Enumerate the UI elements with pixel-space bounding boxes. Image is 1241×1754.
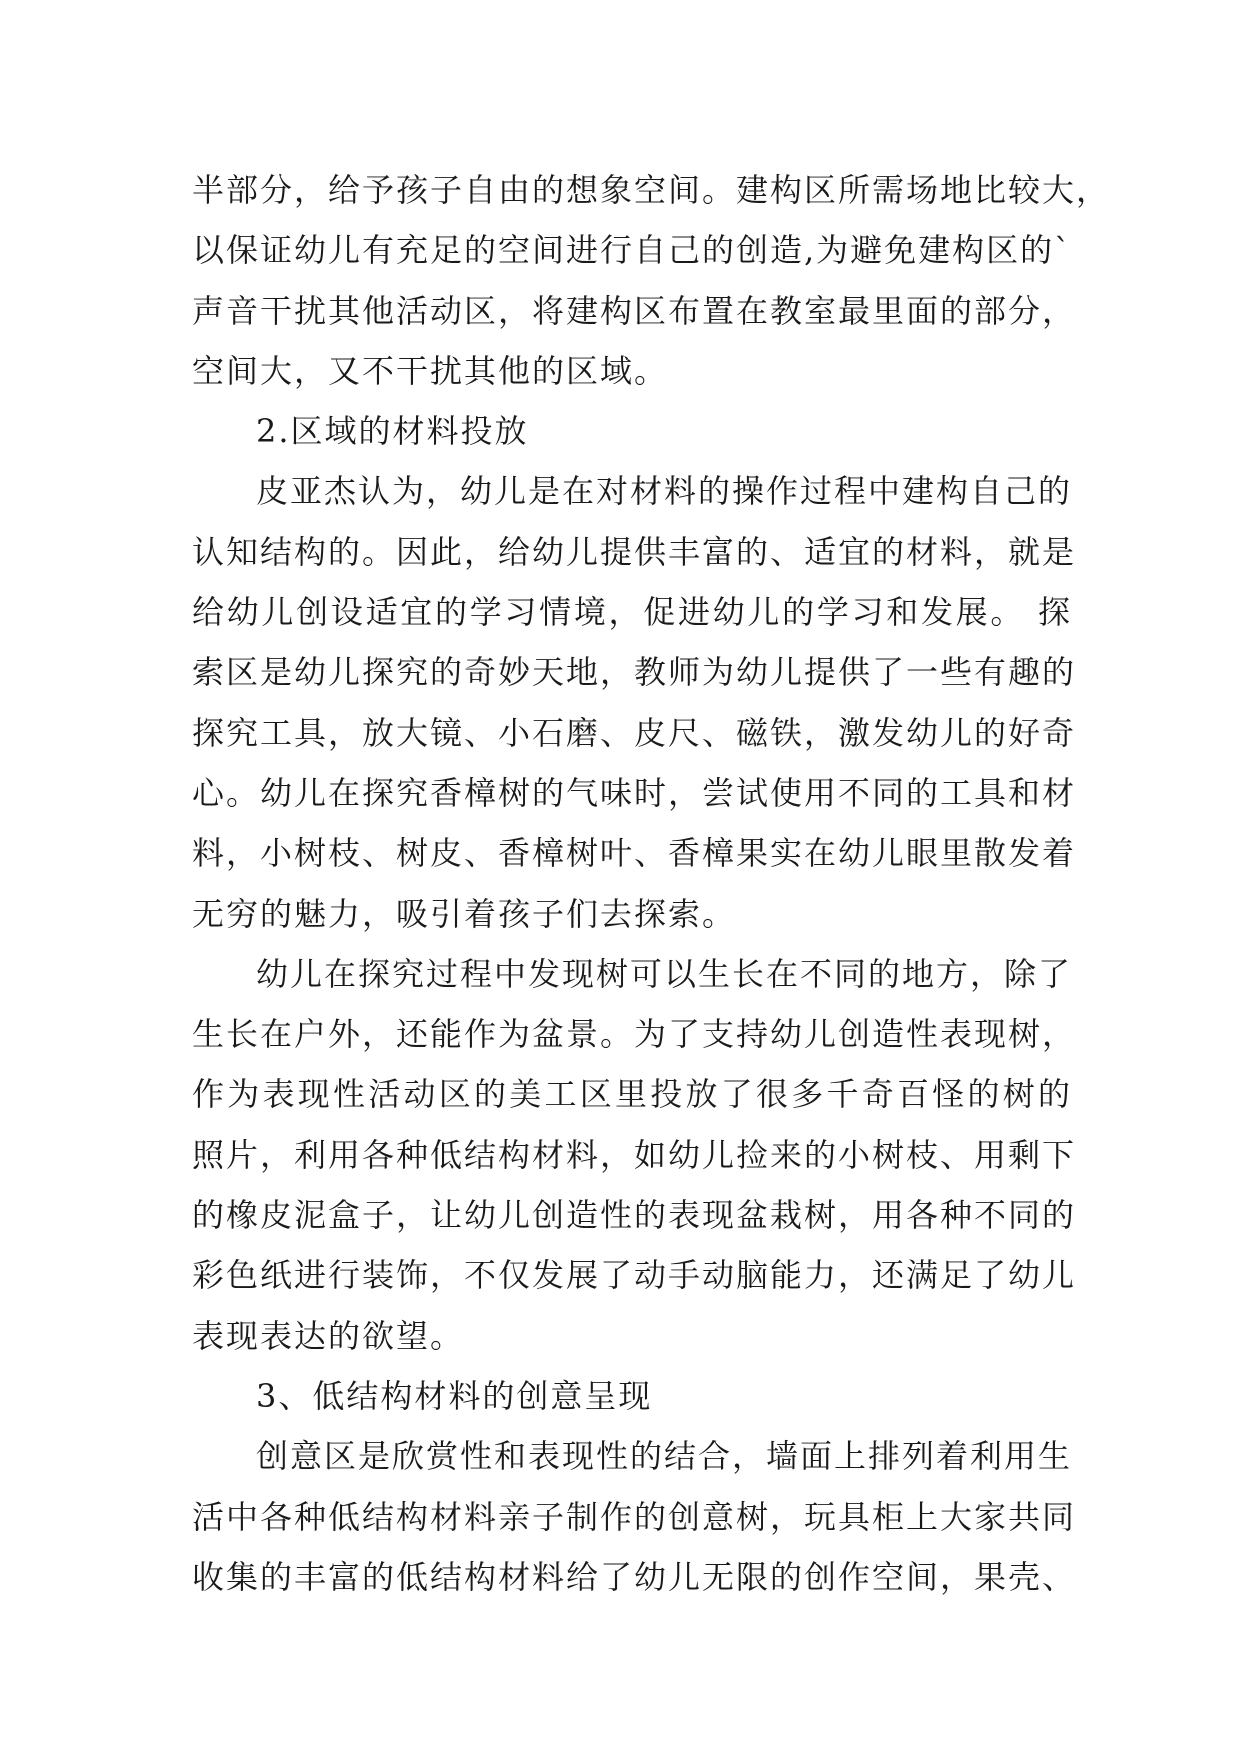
text-line: 活中各种低结构材料亲子制作的创意树，玩具柜上大家共同 <box>192 1497 1077 1536</box>
text-line: 给幼儿创设适宜的学习情境，促进幼儿的学习和发展。 探 <box>192 593 1072 632</box>
text-line: 心。幼儿在探究香樟树的气味时，尝试使用不同的工具和材 <box>192 773 1077 812</box>
text-line: 料，小树枝、树皮、香樟树叶、香樟果实在幼儿眼里散发着 <box>192 834 1077 873</box>
text-line: 无穷的魅力，吸引着孩子们去探索。 <box>192 894 737 933</box>
text-line: 半部分，给予孩子自由的想象空间。建构区所需场地比较大， <box>192 171 1111 209</box>
text-line: 认知结构的。因此，给幼儿提供丰富的、适宜的材料，就是 <box>192 532 1077 571</box>
document-body <box>192 160 1111 1607</box>
text-line: 作为表现性活动区的美工区里投放了很多千奇百怪的树的 <box>192 1075 1072 1114</box>
text-line: 幼儿在探究过程中发现树可以生长在不同的地方，除了 <box>256 954 1073 993</box>
text-line: 收集的丰富的低结构材料给了幼儿无限的创作空间，果壳、 <box>192 1557 1077 1596</box>
text-line: 彩色纸进行装饰，不仅发展了动手动脑能力，还满足了幼儿 <box>192 1256 1077 1295</box>
text-line: 2.区域的材料投放 <box>256 412 529 451</box>
text-line: 3、低结构材料的创意呈现 <box>256 1376 653 1415</box>
text-line: 探究工具，放大镜、小石磨、皮尺、磁铁，激发幼儿的好奇 <box>192 713 1077 752</box>
text-line: 索区是幼儿探究的奇妙天地，教师为幼儿提供了一些有趣的 <box>192 653 1077 692</box>
text-line: 生长在户外，还能作为盆景。为了支持幼儿创造性表现树， <box>192 1015 1077 1054</box>
text-line: 照片，利用各种低结构材料，如幼儿捡来的小树枝、用剩下 <box>192 1135 1077 1174</box>
text-line: 以保证幼儿有充足的空间进行自己的创造,为避免建构区的` <box>192 231 1073 270</box>
text-line: 创意区是欣赏性和表现性的结合，墙面上排列着利用生 <box>256 1437 1073 1476</box>
text-line: 表现表达的欲望。 <box>192 1316 465 1355</box>
text-line: 皮亚杰认为，幼儿是在对材料的操作过程中建构自己的 <box>256 472 1073 511</box>
text-line: 空间大，又不干扰其他的区域。 <box>192 351 669 390</box>
text-line: 声音干扰其他活动区，将建构区布置在教室最里面的部分， <box>192 291 1077 330</box>
text-line: 的橡皮泥盒子，让幼儿创造性的表现盆栽树，用各种不同的 <box>192 1196 1077 1235</box>
